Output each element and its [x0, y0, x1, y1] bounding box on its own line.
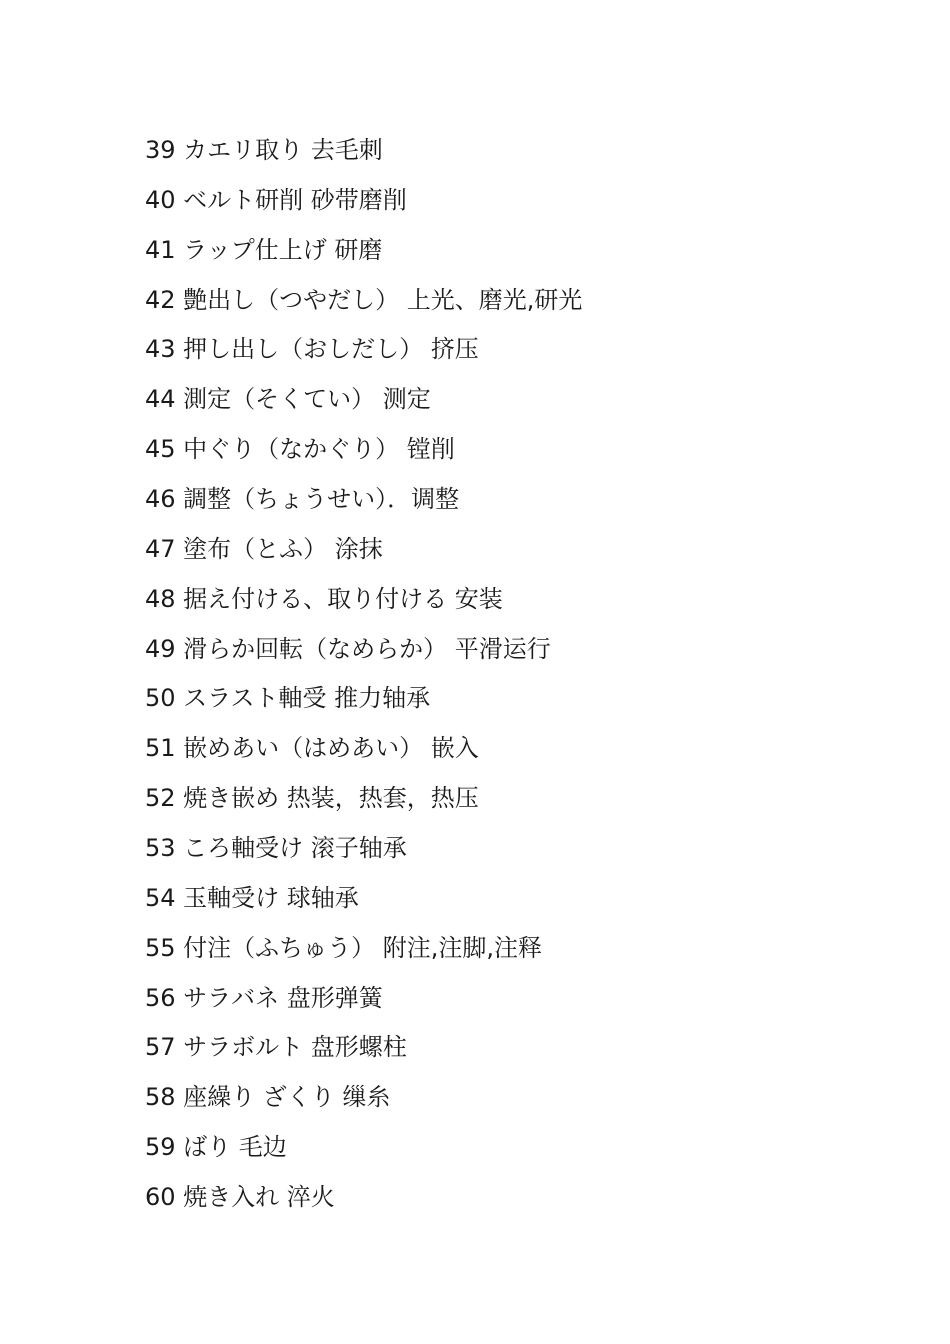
glossary-entry: 60 焼き入れ 淬火 — [145, 1183, 335, 1212]
glossary-entry: 54 玉軸受け 球轴承 — [145, 883, 359, 912]
glossary-entry: 50 スラスト軸受 推力轴承 — [145, 684, 431, 713]
glossary-entry: 47 塗布（とふ） 涂抹 — [145, 534, 383, 563]
glossary-entry: 56 サラバネ 盘形弹簧 — [145, 983, 383, 1012]
glossary-entry: 41 ラップ仕上げ 研磨 — [145, 235, 383, 264]
glossary-entry: 58 座繰り ざくり 缫糸 — [145, 1083, 391, 1112]
glossary-entry: 45 中ぐり（なかぐり） 镗削 — [145, 435, 455, 464]
glossary-entry: 39 カエリ取り 去毛刺 — [145, 136, 383, 164]
glossary-entry: 43 押し出し（おしだし） 挤压 — [145, 335, 479, 364]
glossary-entry: 46 調整（ちょうせい）．调整 — [145, 485, 460, 514]
glossary-entry: 55 付注（ふちゅう） 附注,注脚,注释 — [145, 933, 543, 962]
glossary-entry: 49 滑らか回転（なめらか） 平滑运行 — [145, 634, 551, 663]
glossary-entry: 48 据え付ける、取り付ける 安装 — [145, 584, 503, 613]
glossary-entry: 57 サラボルト 盘形螺柱 — [145, 1033, 407, 1062]
glossary-entry: 40 ベルト研削 砂带磨削 — [145, 185, 407, 214]
glossary-entry: 44 測定（そくてい） 测定 — [145, 385, 431, 414]
glossary-entry: 52 焼き嵌め 热装，热套，热压 — [145, 784, 479, 813]
glossary-entry: 53 ころ軸受け 滚子轴承 — [145, 834, 407, 863]
glossary-entry: 51 嵌めあい（はめあい） 嵌入 — [145, 734, 479, 763]
glossary-entry: 42 艶出し（つやだし） 上光、磨光,研光 — [145, 285, 583, 314]
glossary-entry: 59 ばり 毛边 — [145, 1133, 287, 1162]
glossary-list — [145, 131, 582, 1228]
